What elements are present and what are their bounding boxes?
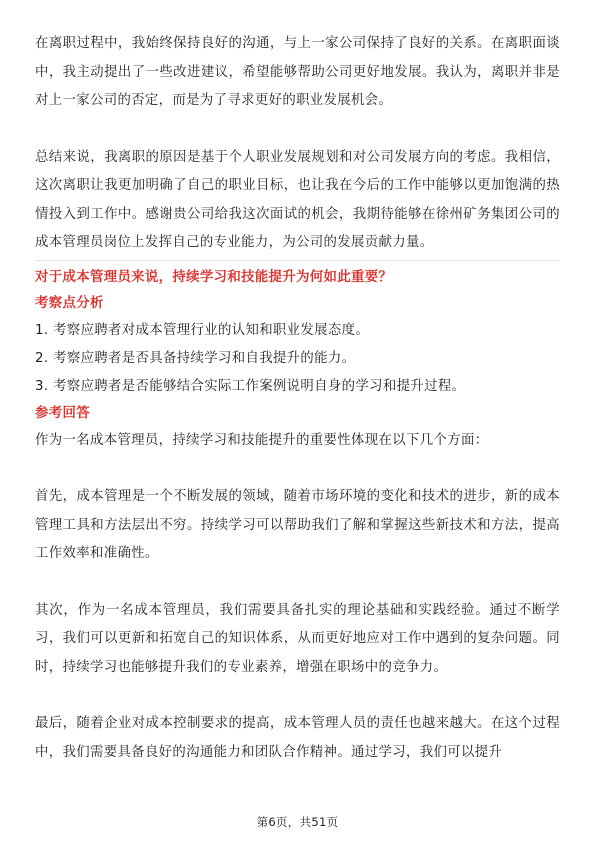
analysis-points <box>35 317 560 401</box>
answer-paragraph: 其次，作为一名成本管理员，我们需要具备扎实的理论基础和实践经验。通过不断学习，我们可以更新和拓宽自己的知识体系，从而更好地应对工作中遇到的复杂问题。同时，持续学习也能够提升我们的专业素养，增强在职场中的竞争力。 <box>35 602 560 675</box>
paragraph-gap <box>35 455 560 483</box>
section-divider <box>35 260 560 261</box>
analysis-point: 3. 考察应聘者是否能够结合实际工作案例说明自身的学习和提升过程。 <box>35 378 466 394</box>
body-paragraph: 总结来说，我离职的原因是基于个人职业发展规划和对公司发展方向的考虑。我相信，这次离职让我更加明确了自己的职业目标，也让我在今后的工作中能够以更加饱满的热情投入到工作中。感谢贵公司给我这次面试的机会，我期待能够在徐州矿务集团公司的成本管理员岗位上发挥自己的专业能力，为公司的发展贡献力量。 <box>35 149 560 250</box>
document-page <box>35 30 560 767</box>
answer-title: 参考回答 <box>35 405 90 421</box>
analysis-point: 1. 考察应聘者对成本管理行业的认知和职业发展态度。 <box>35 322 370 338</box>
analysis-title: 考察点分析 <box>35 295 104 311</box>
analysis-point: 2. 考察应聘者是否具备持续学习和自我提升的能力。 <box>35 350 356 366</box>
question-heading: 对于成本管理员来说，持续学习和技能提升为何如此重要？ <box>35 269 393 285</box>
page-number: 第6页，共51页 <box>256 815 339 829</box>
answer-paragraph: 首先，成本管理是一个不断发展的领域，随着市场环境的变化和技术的进步，新的成本管理工具和方法层出不穷。持续学习可以帮助我们了解和掌握这些新技术和方法，提高工作效率和准确性。 <box>35 489 560 561</box>
answer-paragraph: 最后，随着企业对成本控制要求的提高，成本管理人员的责任也越来越大。在这个过程中，我们需要具备良好的沟通能力和团队合作精神。通过学习，我们可以提升 <box>35 716 560 760</box>
paragraph-gap <box>35 569 560 597</box>
paragraph-gap <box>35 682 560 710</box>
body-paragraph: 在离职过程中，我始终保持良好的沟通，与上一家公司保持了良好的关系。在离职面谈中，我主动提出了一些改进建议，希望能够帮助公司更好地发展。我认为，离职并非是对上一家公司的否定，而是为了寻求更好的职业发展机会。 <box>35 36 560 108</box>
answer-intro: 作为一名成本管理员，持续学习和技能提升的重要性体现在以下几个方面： <box>35 432 489 448</box>
paragraph-gap <box>35 116 560 144</box>
